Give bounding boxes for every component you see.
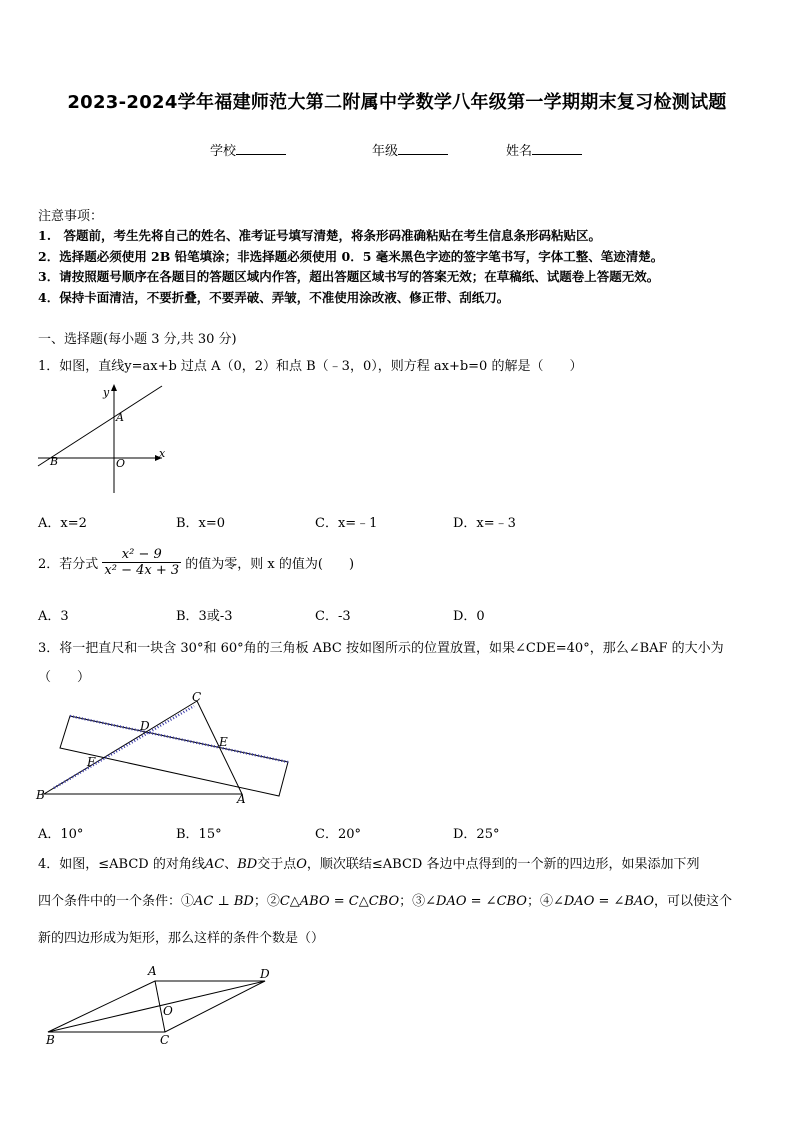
q2-option-d[interactable]: D．0 [453,609,485,624]
label-x: x [159,447,166,460]
grade-blank[interactable] [398,142,448,155]
section-heading: 一、选择题(每小题 3 分,共 30 分) [38,332,237,347]
school-field [210,140,286,159]
q4-text: ；④ [526,894,553,909]
label-B: B [36,788,45,802]
q3-option-c[interactable]: C．20° [315,827,361,842]
q4-condition-1: AC ⊥ BD [194,894,254,909]
school-blank[interactable] [236,142,286,155]
q1-option-d[interactable]: D．x=﹣3 [453,516,516,531]
question-2-text [38,547,354,578]
q3-option-a[interactable]: A．10° [38,827,84,842]
label-C: C [192,690,202,704]
question-4-line-3: 新的四边形成为矩形，那么这样的条件个数是（） [38,931,325,946]
label-A: A [237,792,246,806]
label-y: y [103,386,110,399]
line-ax-b [38,386,162,466]
q2-option-a[interactable]: A．3 [38,609,69,624]
q2-option-c[interactable]: C．-3 [315,609,351,624]
q3-option-b[interactable]: B．15° [176,827,222,842]
triangle [44,701,242,794]
school-label: 学校 [210,144,237,159]
question-3-figure [32,690,296,808]
grade-field [372,140,448,159]
q2-fraction [102,547,181,578]
q4-sep: 、 [224,857,238,872]
question-1-figure [34,380,174,498]
q1-option-b[interactable]: B．x=0 [176,516,226,531]
q2-denominator: x² − 4x + 3 [104,563,180,578]
note-item: 3．请按照题号顺序在各题目的答题区域内作答，超出答题区域书写的答案无效；在草稿纸、试题卷上答题无效。 [38,269,660,284]
q4-text: 4．如图，≤ABCD 的对角线 [38,857,205,872]
label-E: E [219,735,228,749]
q4-text: ；③ [399,894,426,909]
q1-option-a[interactable]: A．x=2 [38,516,87,531]
q4-condition-2: C△ABO = C△CBO [279,894,400,909]
q4-o: O [296,857,307,872]
question-3-text-cont: （ ） [38,670,91,685]
q2-numerator: x² − 9 [102,547,181,563]
q1-option-c[interactable]: C．x=﹣1 [315,516,378,531]
q4-condition-4: ∠DAO = ∠BAO [552,894,654,909]
note-item: 4．保持卡面清洁，不要折叠，不要弄破、弄皱，不准使用涂改液、修正带、刮纸刀。 [38,290,510,305]
q4-text: ，可以使这个 [654,894,733,909]
triangle-ticks [54,706,194,788]
note-item: 2．选择题必须使用 2B 铅笔填涂；非选择题必须使用 0．5 毫米黑色字迹的签字笔书写，字体工整、笔迹清楚。 [38,249,664,264]
q4-ac: AC [204,857,225,872]
label-C: C [160,1033,170,1047]
page-title: 2023-2024学年福建师范大第二附属中学数学八年级第一学期期末复习检测试题 [67,92,727,113]
label-A: A [116,411,124,424]
q3-option-d[interactable]: D．25° [453,827,500,842]
label-B: B [46,1033,55,1047]
q4-text: 四个条件中的一个条件：① [38,894,195,909]
q4-text: 交于点 [257,857,297,872]
label-O: O [163,1004,173,1018]
note-item: 1. 答题前，考生先将自己的姓名、准考证号填写清楚，将条形码准确粘贴在考生信息条形码粘贴区。 [38,228,602,243]
q2-prefix: 2．若分式 [38,557,99,572]
question-4-figure [40,962,280,1048]
label-A: A [148,964,157,978]
notes-heading: 注意事项： [38,209,104,224]
grade-label: 年级 [372,144,399,159]
q4-text: ；② [253,894,280,909]
label-D: D [140,719,150,733]
ruler-ticks [70,716,288,762]
label-D: D [260,967,270,981]
q2-option-b[interactable]: B．3或-3 [176,609,233,624]
question-1-text: 1．如图，直线y=ax+b 过点 A（0，2）和点 B（﹣3，0），则方程 ax+b=0 的解是（ ） [38,359,583,374]
name-blank[interactable] [532,142,582,155]
q4-text: ，顺次联结≤ABCD 各边中点得到的一个新的四边形，如果添加下列 [306,857,700,872]
label-F: F [87,755,96,769]
q4-bd: BD [237,857,258,872]
name-label: 姓名 [506,144,533,159]
question-4-line-2 [38,890,732,909]
y-axis-arrow [111,384,117,391]
question-4-line-1 [38,853,699,872]
name-field [506,140,582,159]
q2-suffix: 的值为零，则 x 的值为( ) [185,557,355,572]
q4-condition-3: ∠DAO = ∠CBO [425,894,527,909]
label-O: O [116,457,126,470]
question-3-text: 3．将一把直尺和一块含 30°和 60°角的三角板 ABC 按如图所示的位置放置，如果∠CDE=40°，那么∠BAF 的大小为 [38,641,724,656]
label-B: B [50,455,59,468]
